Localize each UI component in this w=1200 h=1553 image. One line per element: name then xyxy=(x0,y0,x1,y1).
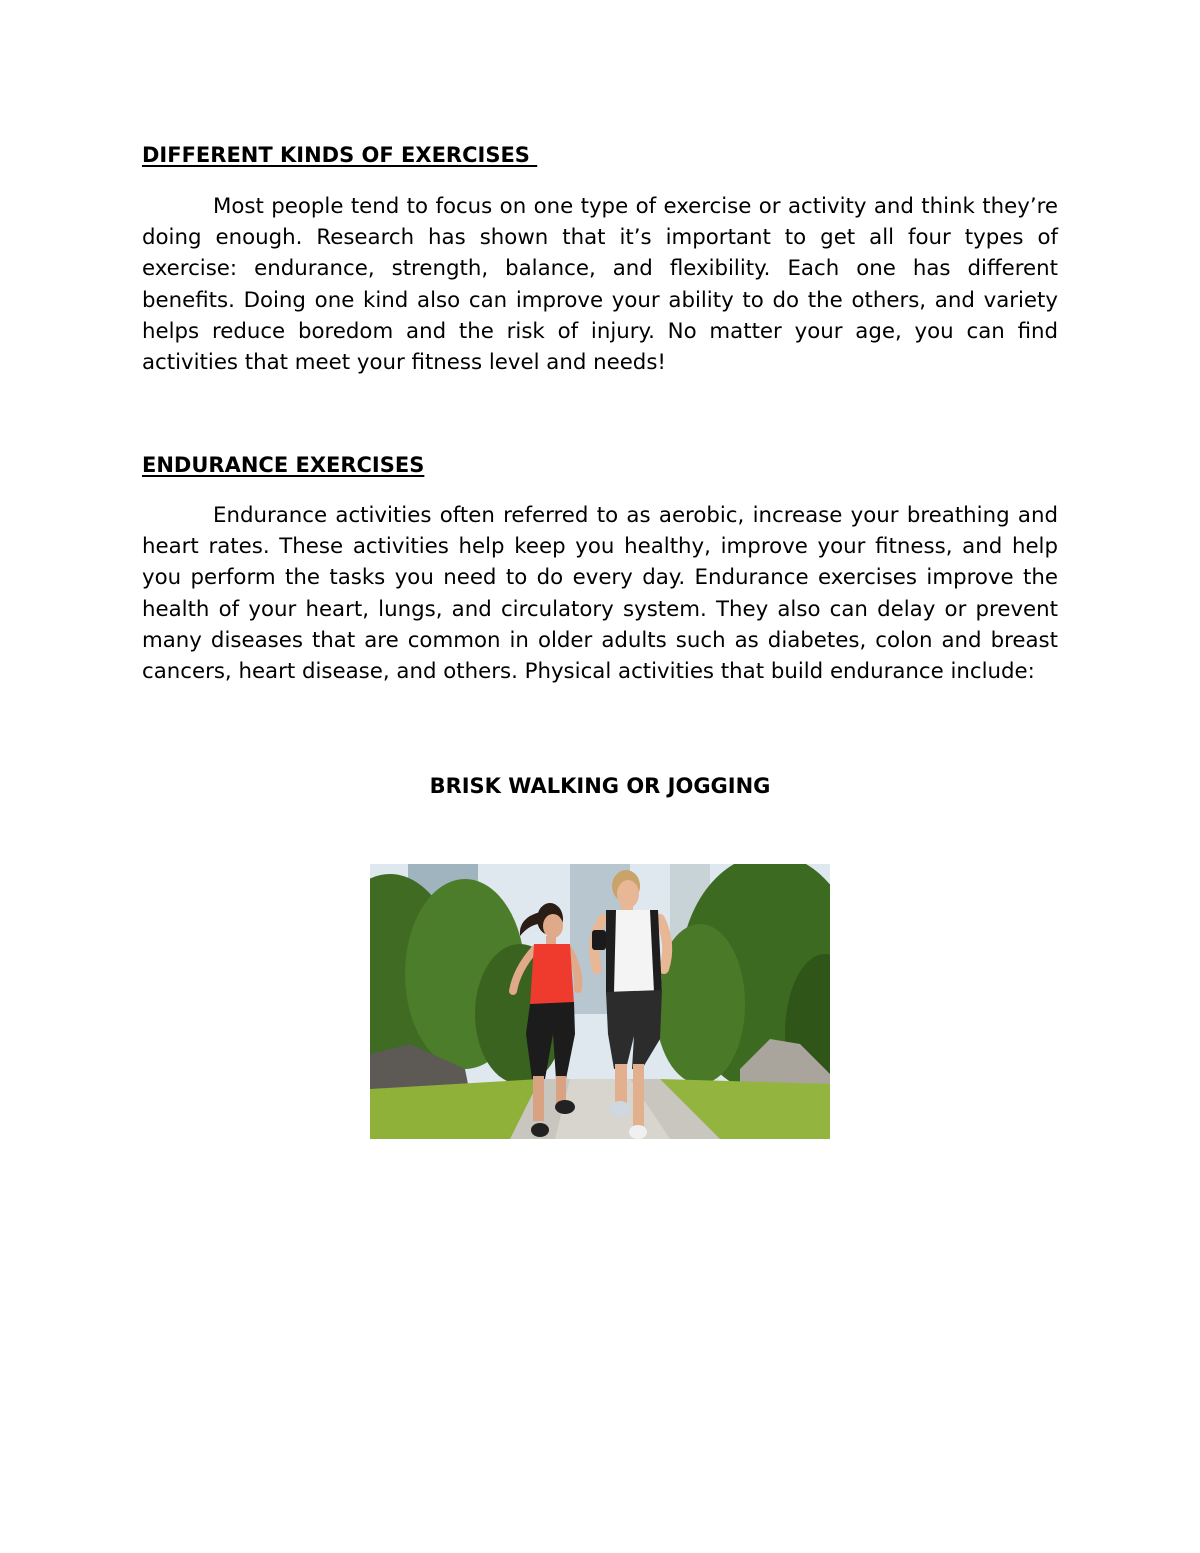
jogging-photo xyxy=(370,864,830,1139)
section-heading-different-kinds: DIFFERENT KINDS OF EXERCISES xyxy=(142,143,538,167)
section-heading-endurance: ENDURANCE EXERCISES xyxy=(142,453,425,477)
figure-caption: BRISK WALKING OR JOGGING xyxy=(429,774,771,798)
intro-paragraph: Most people tend to focus on one type of exercise or activity and think they’re doing enough. Research has shown that it’s important to get all four types of exercise: endurance, strength, balance, and flexibility. Each one has different benefits. Doing one kind also can improve your ability to do the others, and variety helps reduce boredom and the risk of injury. No matter your age, you can find activities that meet your fitness level and needs! xyxy=(142,194,1058,376)
endurance-paragraph: Endurance activities often referred to as aerobic, increase your breathing and heart rates. These activities help keep you healthy, improve your fitness, and help you perform the tasks you need to do every day. Endurance exercises improve the health of your heart, lungs, and circulatory system. They also can delay or prevent many diseases that are common in older adults such as diabetes, colon and breast cancers, heart disease, and others. Physical activities that build endurance include: xyxy=(142,503,1058,685)
